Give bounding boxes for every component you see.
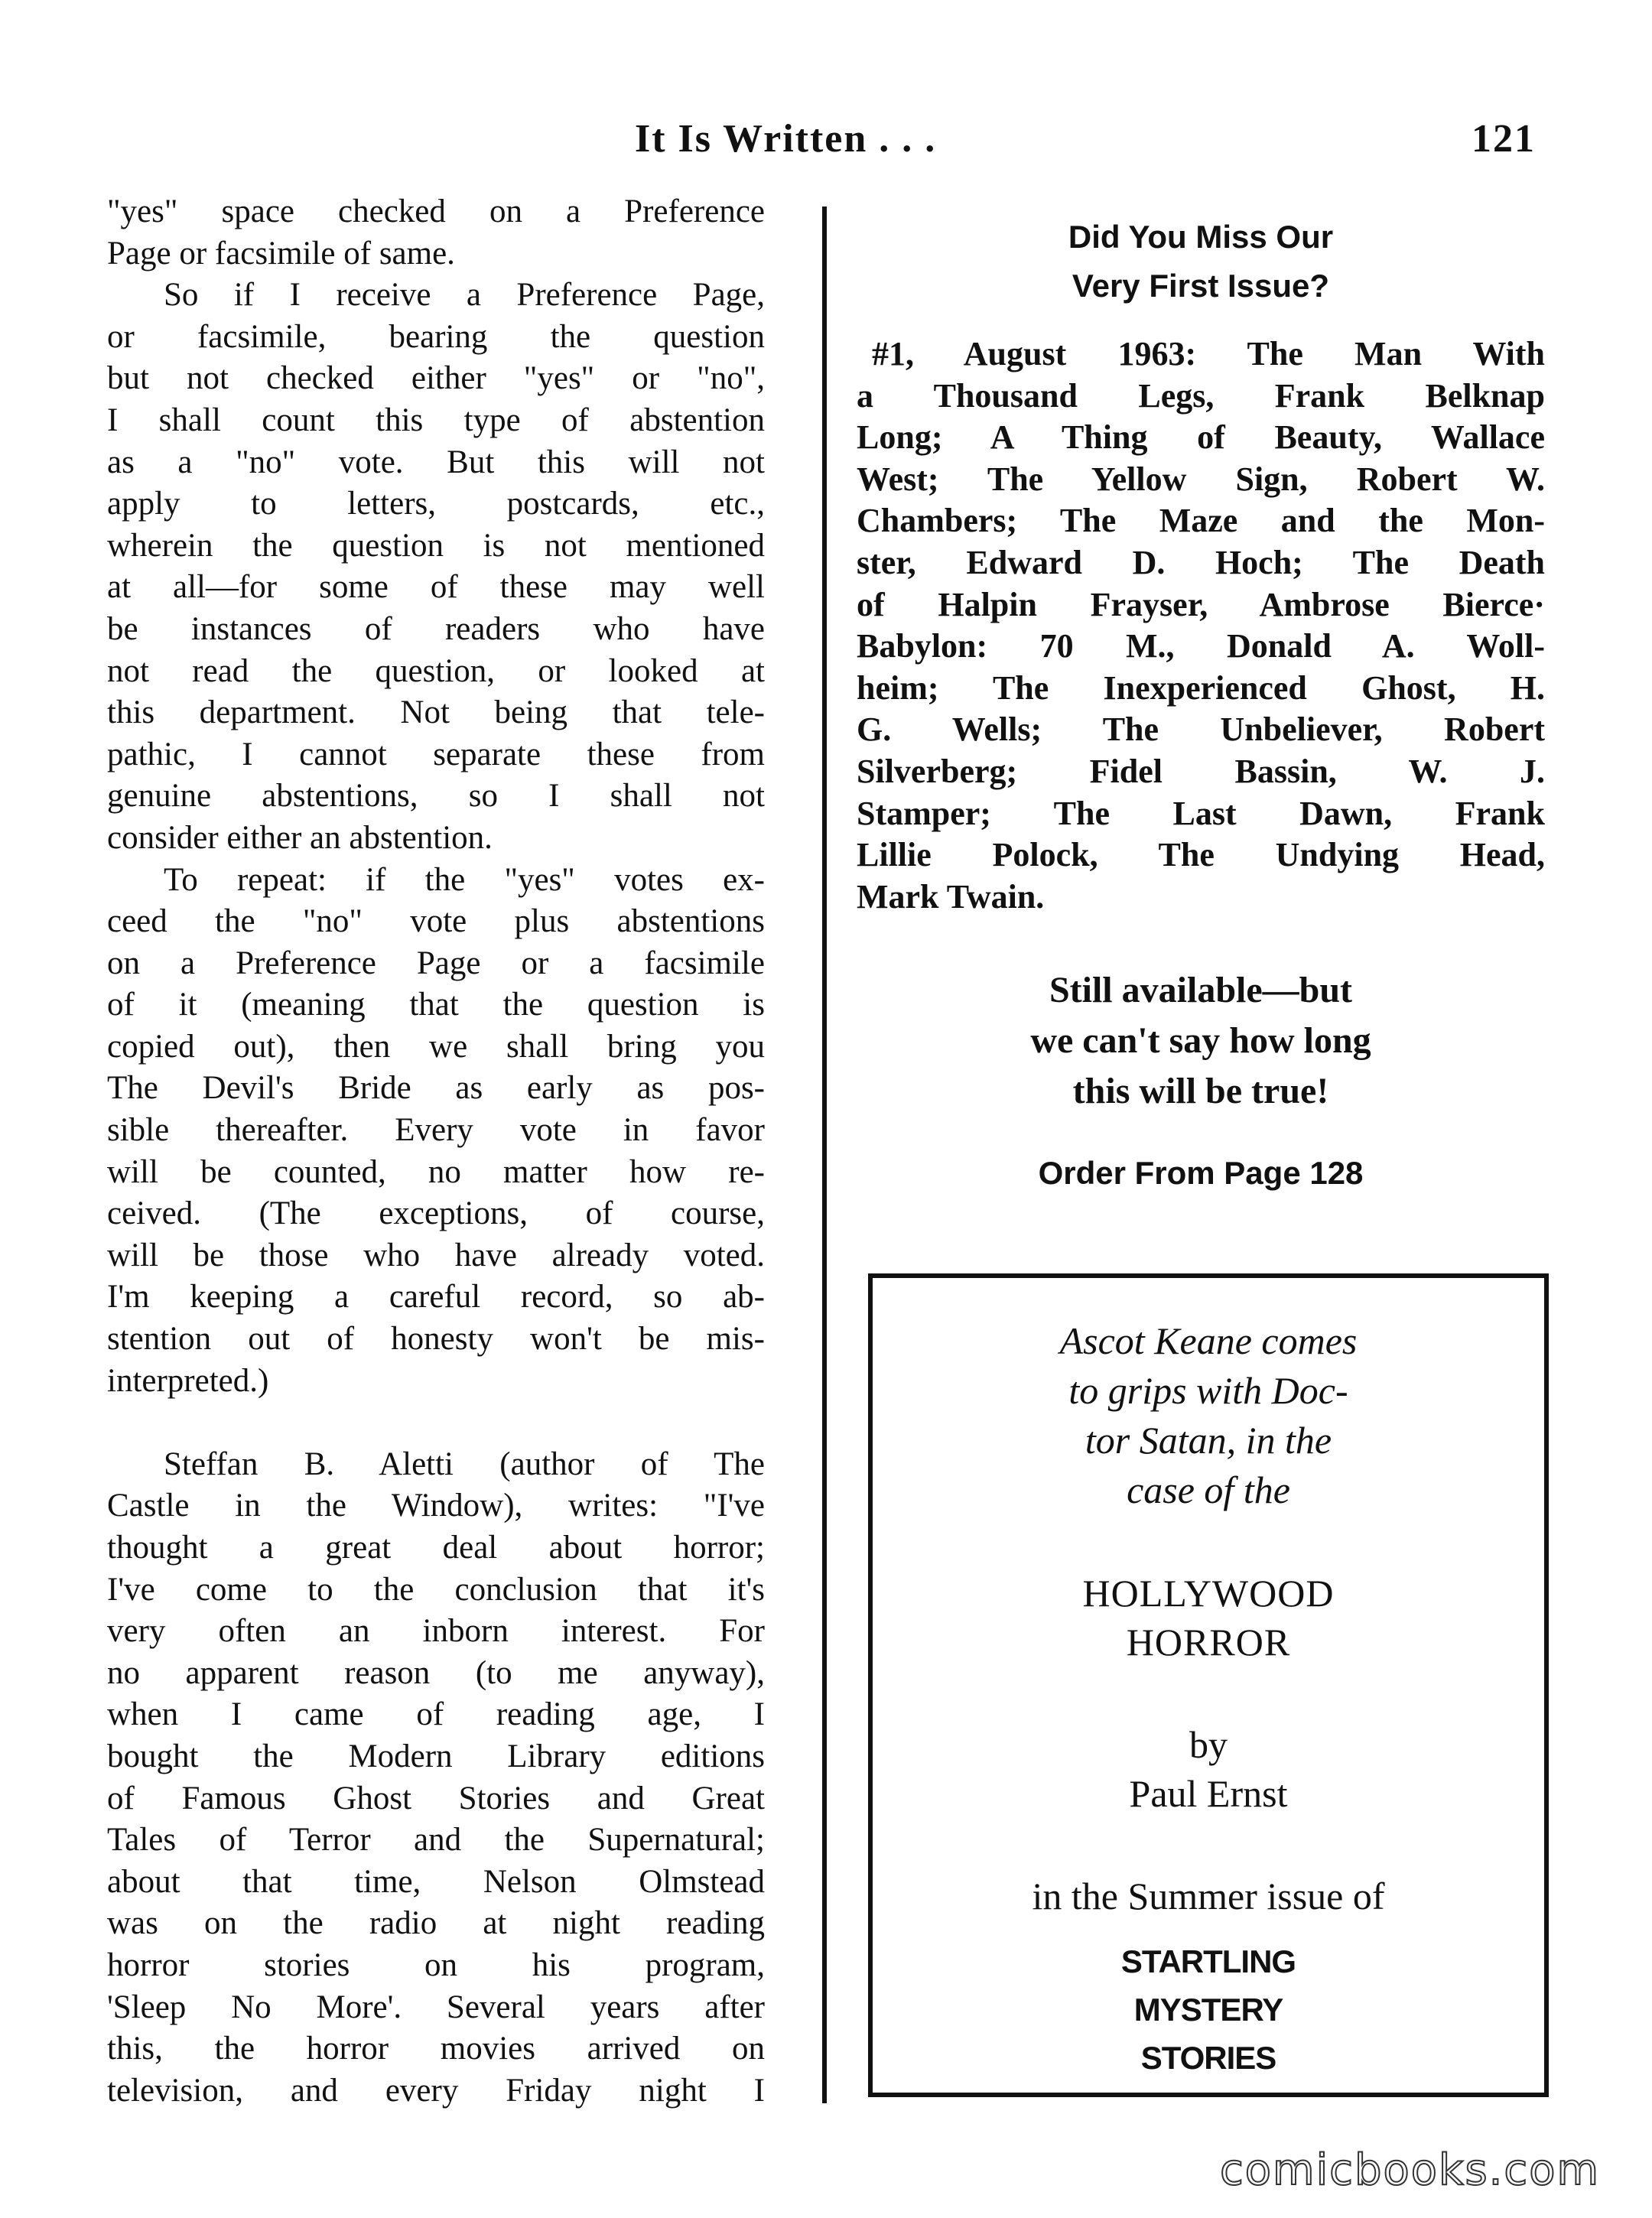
text-line: this, the horror movies arrived on	[107, 2031, 765, 2067]
text-line: 'Sleep No More'. Several years after	[107, 1989, 765, 2025]
magazine-name-line: STARTLING	[1120, 1943, 1296, 1979]
ad-teaser	[873, 1316, 1544, 1515]
text-line: apply to letters, postcards, etc.,	[107, 486, 765, 522]
text-line: sible thereafter. Every vote in favor	[107, 1112, 765, 1149]
story-title	[873, 1569, 1544, 1667]
text-line: ceed the "no" vote plus abstentions	[107, 903, 765, 940]
story-title-line: HOLLYWOOD	[1082, 1572, 1335, 1615]
text-line: Page or facsimile of same.	[107, 235, 455, 272]
magazine-name-line: STORIES	[1140, 2040, 1276, 2076]
text-line: will be those who have already voted.	[107, 1237, 765, 1273]
availability-line: Still available—but	[1049, 970, 1353, 1011]
contents-line: of Halpin Frayser, Ambrose Bierce·	[857, 585, 1545, 623]
text-line: very often an inborn interest. For	[107, 1613, 765, 1650]
back-issue-heading-line: Did You Miss Our	[1068, 219, 1334, 255]
issue-note: in the Summer issue of	[1032, 1875, 1385, 1917]
text-line: The Devil's Bride as early as pos-	[107, 1070, 765, 1107]
back-issue-heading	[857, 213, 1545, 311]
text-line: no apparent reason (to me anyway),	[107, 1654, 765, 1691]
ad-teaser-line: to grips with Doc-	[1068, 1369, 1348, 1412]
contents-line: G. Wells; The Unbeliever, Robert	[857, 711, 1545, 749]
issue-contents-list	[857, 333, 1545, 918]
text-line: I'm keeping a careful record, so ab-	[107, 1279, 765, 1316]
text-line: at all—for some of these may well	[107, 569, 765, 606]
text-line: of Famous Ghost Stories and Great	[107, 1780, 765, 1816]
ad-teaser-line: tor Satan, in the	[1085, 1419, 1332, 1462]
byline-by: by	[1189, 1723, 1228, 1766]
availability-line: this will be true!	[1072, 1071, 1329, 1112]
next-issue-ad	[868, 1273, 1549, 2097]
text-line: Tales of Terror and the Supernatural;	[107, 1822, 765, 1859]
text-line: I've come to the conclusion that it's	[107, 1571, 765, 1608]
text-line: television, and every Friday night I	[107, 2072, 765, 2109]
text-line: genuine abstentions, so I shall not	[107, 778, 765, 815]
ad-teaser-line: case of the	[1127, 1468, 1290, 1511]
text-line: "yes" space checked on a Preference	[107, 194, 765, 229]
text-line: thought a great deal about horror;	[107, 1530, 765, 1566]
text-line: Castle in the Window), writes: "I've	[107, 1488, 765, 1524]
contents-line: Lillie Polock, The Undying Head,	[857, 836, 1545, 874]
text-line: To repeat: if the "yes" votes ex-	[164, 861, 765, 898]
text-line: ceived. (The exceptions, of course,	[107, 1195, 765, 1232]
letters-column	[107, 191, 765, 2112]
text-line: on a Preference Page or a facsimile	[107, 945, 765, 981]
text-line: will be counted, no matter how re-	[107, 1153, 765, 1190]
text-line: bought the Modern Library editions	[107, 1738, 765, 1774]
availability-line: we can't say how long	[1030, 1020, 1371, 1062]
page-number: 121	[1472, 117, 1536, 161]
contents-line: West; The Yellow Sign, Robert W.	[857, 460, 1545, 498]
contents-line: Stamper; The Last Dawn, Frank	[857, 794, 1545, 832]
contents-line: heim; The Inexperienced Ghost, H.	[857, 668, 1545, 707]
magazine-name	[873, 1937, 1544, 2082]
text-line: I shall count this type of abstention	[107, 402, 765, 438]
text-line: this department. Not being that tele-	[107, 694, 765, 731]
text-line: of it (meaning that the question is	[107, 987, 765, 1023]
text-line: was on the radio at night reading	[107, 1905, 765, 1942]
text-line: be instances of readers who have	[107, 610, 765, 647]
story-title-line: HORROR	[1126, 1621, 1291, 1664]
text-line: as a "no" vote. But this will not	[107, 444, 765, 480]
text-line: horror stories on his program,	[107, 1946, 765, 1983]
back-issue-heading-line: Very First Issue?	[1072, 268, 1330, 304]
order-instruction: Order From Page 128	[1038, 1155, 1364, 1192]
text-line: consider either an abstention.	[107, 819, 493, 856]
site-watermark: comicbooks.com	[1220, 2145, 1601, 2195]
text-line: So if I receive a Preference Page,	[164, 277, 765, 314]
contents-line: Mark Twain.	[857, 877, 1045, 915]
text-line: stention out of honesty won't be mis-	[107, 1321, 765, 1358]
column-divider	[822, 207, 827, 2103]
text-line: but not checked either "yes" or "no",	[107, 360, 765, 397]
contents-line: a Thousand Legs, Frank Belknap	[857, 376, 1545, 415]
text-line: pathic, I cannot separate these from	[107, 736, 765, 772]
availability-note	[857, 965, 1545, 1117]
text-line: or facsimile, bearing the question	[107, 318, 765, 355]
text-line: about that time, Nelson Olmstead	[107, 1863, 765, 1900]
text-line: not read the question, or looked at	[107, 652, 765, 689]
running-header-title: It Is Written . . .	[635, 117, 937, 161]
ad-teaser-line: Ascot Keane comes	[1059, 1319, 1358, 1362]
contents-line: Silverberg; Fidel Bassin, W. J.	[857, 752, 1545, 790]
text-line: Steffan B. Aletti (author of The	[164, 1446, 765, 1482]
contents-line: Long; A Thing of Beauty, Wallace	[857, 418, 1545, 457]
story-byline	[873, 1720, 1544, 1818]
text-line: copied out), then we shall bring you	[107, 1028, 765, 1065]
contents-line: Babylon: 70 M., Donald A. Woll-	[857, 627, 1545, 665]
story-author: Paul Ernst	[1129, 1772, 1288, 1815]
contents-line: #1, August 1963: The Man With	[872, 335, 1545, 372]
promo-column	[857, 207, 1545, 1192]
text-line: interpreted.)	[107, 1362, 269, 1399]
magazine-name-line: MYSTERY	[1133, 1992, 1283, 2028]
contents-line: Chambers; The Maze and the Mon-	[857, 502, 1545, 540]
contents-line: ster, Edward D. Hoch; The Death	[857, 543, 1545, 581]
text-line	[107, 1402, 765, 1444]
text-line: when I came of reading age, I	[107, 1696, 765, 1733]
text-line: wherein the question is not mentioned	[107, 527, 765, 564]
